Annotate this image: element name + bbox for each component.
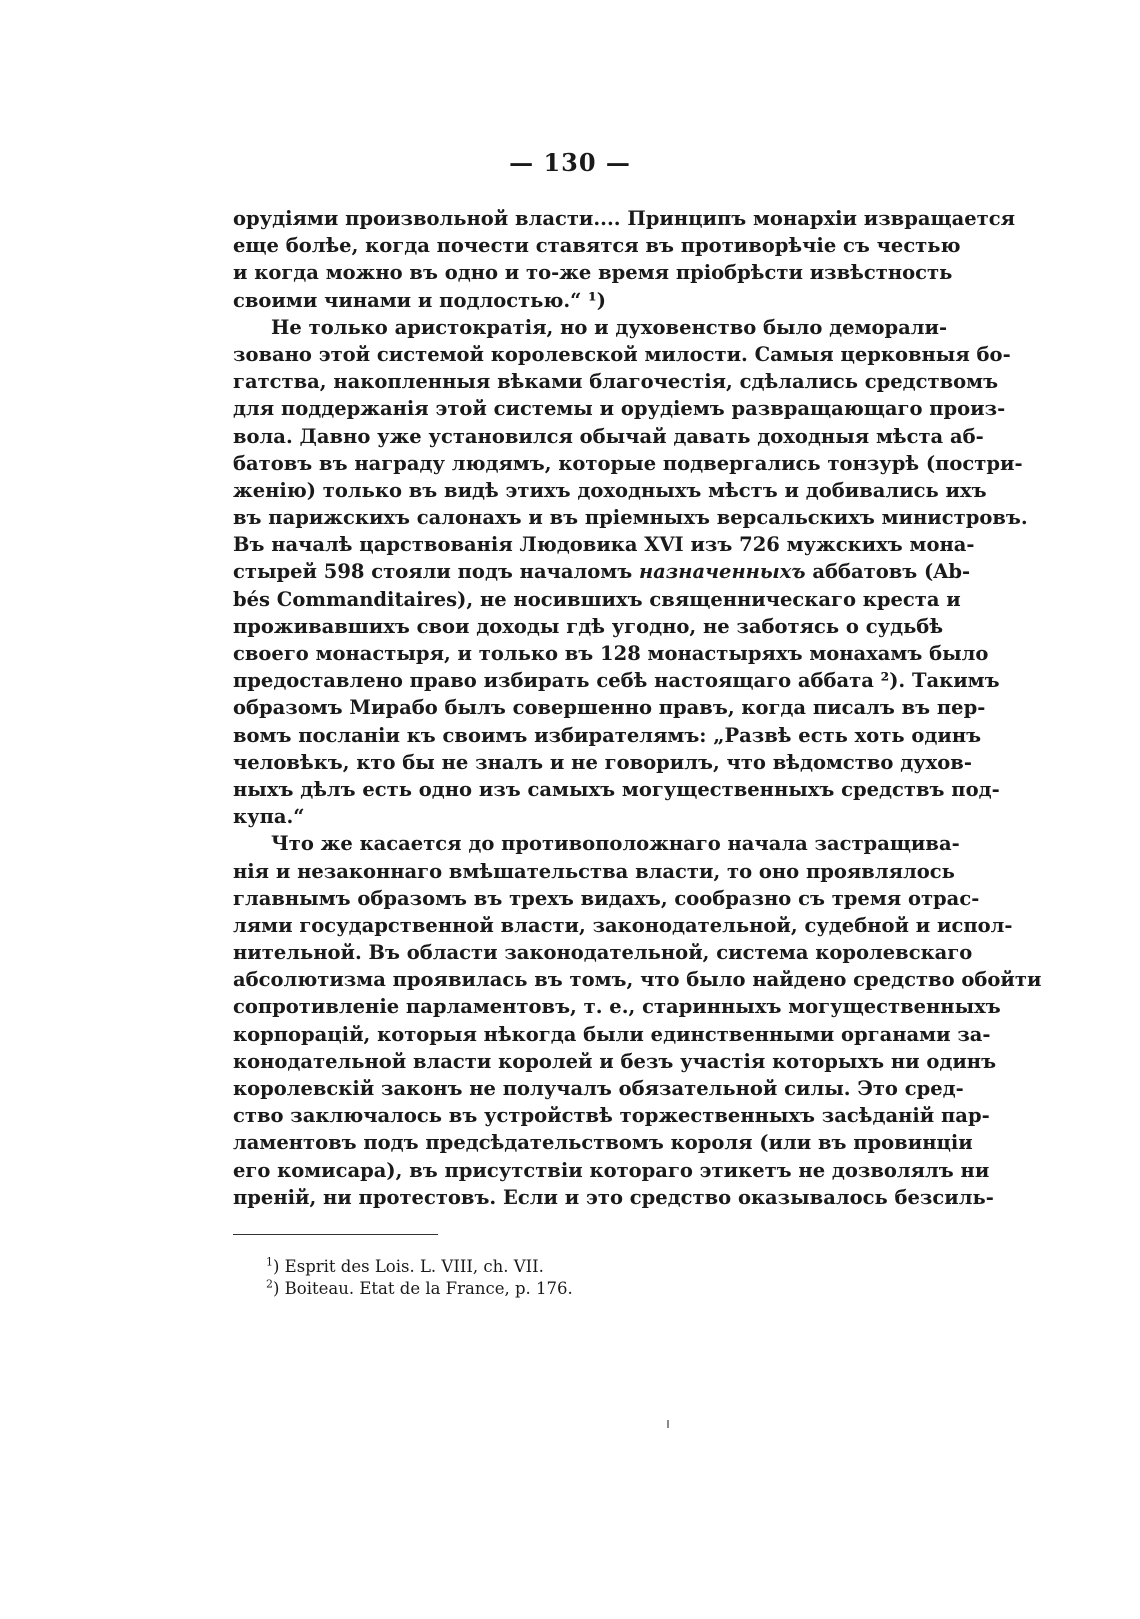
text-line: нія и незаконнаго вмѣшательства власти, то оно проявлялось (233, 859, 955, 883)
footnote-marker: 2 (266, 1277, 273, 1291)
text-line: предоставлено право избирать себѣ настоящаго аббата ²). Такимъ (233, 669, 1000, 693)
text-line: его комисара), въ присутствіи котораго этикетъ не дозволялъ ни (233, 1158, 990, 1182)
text-line: орудіями произвольной власти.... Принципъ монархіи извращается (233, 207, 1015, 230)
text-line: въ парижскихъ салонахъ и въ пріемныхъ версальскихъ министровъ. (233, 506, 1028, 530)
text-line-mixed (233, 558, 971, 585)
text-line: вомъ посланіи къ своимъ избирателямъ: „Развѣ есть хоть одинъ (233, 723, 982, 747)
text-span: аббатовъ (Ab- (812, 560, 971, 584)
body-text (233, 205, 1042, 1211)
footnotes (266, 1256, 826, 1300)
text-line: королевскій законъ не получалъ обязательной силы. Это сред- (233, 1077, 964, 1100)
text-line: конодательной власти королей и безъ участія которыхъ ни одинъ (233, 1049, 997, 1073)
text-line: преній, ни протестовъ. Если и это средство оказывалось безсиль- (233, 1185, 994, 1209)
text-line: купа.“ (233, 805, 305, 829)
text-line: Что же касается до противоположнаго начала застращива- (271, 832, 960, 856)
text-line: нительной. Въ области законодательной, система королевскаго (233, 941, 973, 965)
text-line: корпорацій, которыя нѣкогда были единственными органами за- (233, 1022, 991, 1046)
footnote-marker: 1 (266, 1255, 273, 1269)
text-line: батовъ въ награду людямъ, которые подвергались тонзурѣ (постри- (233, 451, 1023, 475)
text-line: проживавшихъ свои доходы гдѣ угодно, не заботясь о судьбѣ (233, 614, 944, 638)
text-line: своими чинами и подлостью.“ ¹) (233, 288, 606, 312)
text-line: сопротивленіе парламентовъ, т. е., старинныхъ могущественныхъ (233, 995, 1001, 1019)
text-line: лями государственной власти, законодательной, судебной и испол- (233, 913, 1013, 937)
text-line: гатства, накопленныя вѣками благочестія, сдѣлались средствомъ (233, 370, 999, 394)
text-line: Не только аристократія, но и духовенство было деморали- (271, 315, 948, 339)
text-line: еще болѣе, когда почести ставятся въ противорѣчіе съ честью (233, 234, 961, 258)
footnote-1 (266, 1256, 826, 1278)
scan-speck (667, 1420, 669, 1428)
text-line: для поддержанія этой системы и орудіемъ развращающаго произ- (233, 397, 1006, 421)
text-line: и когда можно въ одно и то-же время пріобрѣсти извѣстность (233, 261, 953, 285)
text-line: образомъ Мирабо былъ совершенно правъ, когда писалъ въ пер- (233, 696, 986, 720)
text-line: Въ началѣ царствованія Людовика XVI изъ 726 мужскихъ мона- (233, 533, 975, 557)
text-span: стырей 598 стояли подъ началомъ (233, 560, 633, 584)
footnote-text: ) Esprit des Lois. L. VIII, ch. VII. (273, 1257, 544, 1276)
text-line: ныхъ дѣлъ есть одно изъ самыхъ могущественныхъ средствъ под- (233, 777, 1000, 801)
text-line: своего монастыря, и только въ 128 монастыряхъ монахамъ было (233, 642, 989, 665)
text-line: абсолютизма проявилась въ томъ, что было найдено средство обойти (233, 968, 1042, 992)
text-line: ство заключалось въ устройствѣ торжественныхъ засѣданій пар- (233, 1104, 990, 1128)
text-line: женію) только въ видѣ этихъ доходныхъ мѣстъ и добивались ихъ (233, 478, 987, 502)
text-line: вола. Давно уже установился обычай давать доходныя мѣста аб- (233, 424, 984, 448)
italic-term: назначенныхъ (638, 560, 806, 584)
text-line: человѣкъ, кто бы не зналъ и не говорилъ, что вѣдомство духов- (233, 750, 972, 774)
text-line: bés Commanditaires), не носившихъ священническаго креста и (233, 587, 961, 611)
footnote-2 (266, 1278, 826, 1300)
text-line: главнымъ образомъ въ трехъ видахъ, сообразно съ тремя отрас- (233, 886, 980, 910)
text-line: зовано этой системой королевской милости. Самыя церковныя бо- (233, 342, 1011, 366)
footnote-divider (233, 1234, 438, 1235)
page-number: — 130 — (509, 148, 631, 177)
text-line: ламентовъ подъ предсѣдательствомъ короля (или въ провинціи (233, 1131, 973, 1155)
footnote-text: ) Boiteau. Etat de la France, p. 176. (273, 1279, 573, 1298)
